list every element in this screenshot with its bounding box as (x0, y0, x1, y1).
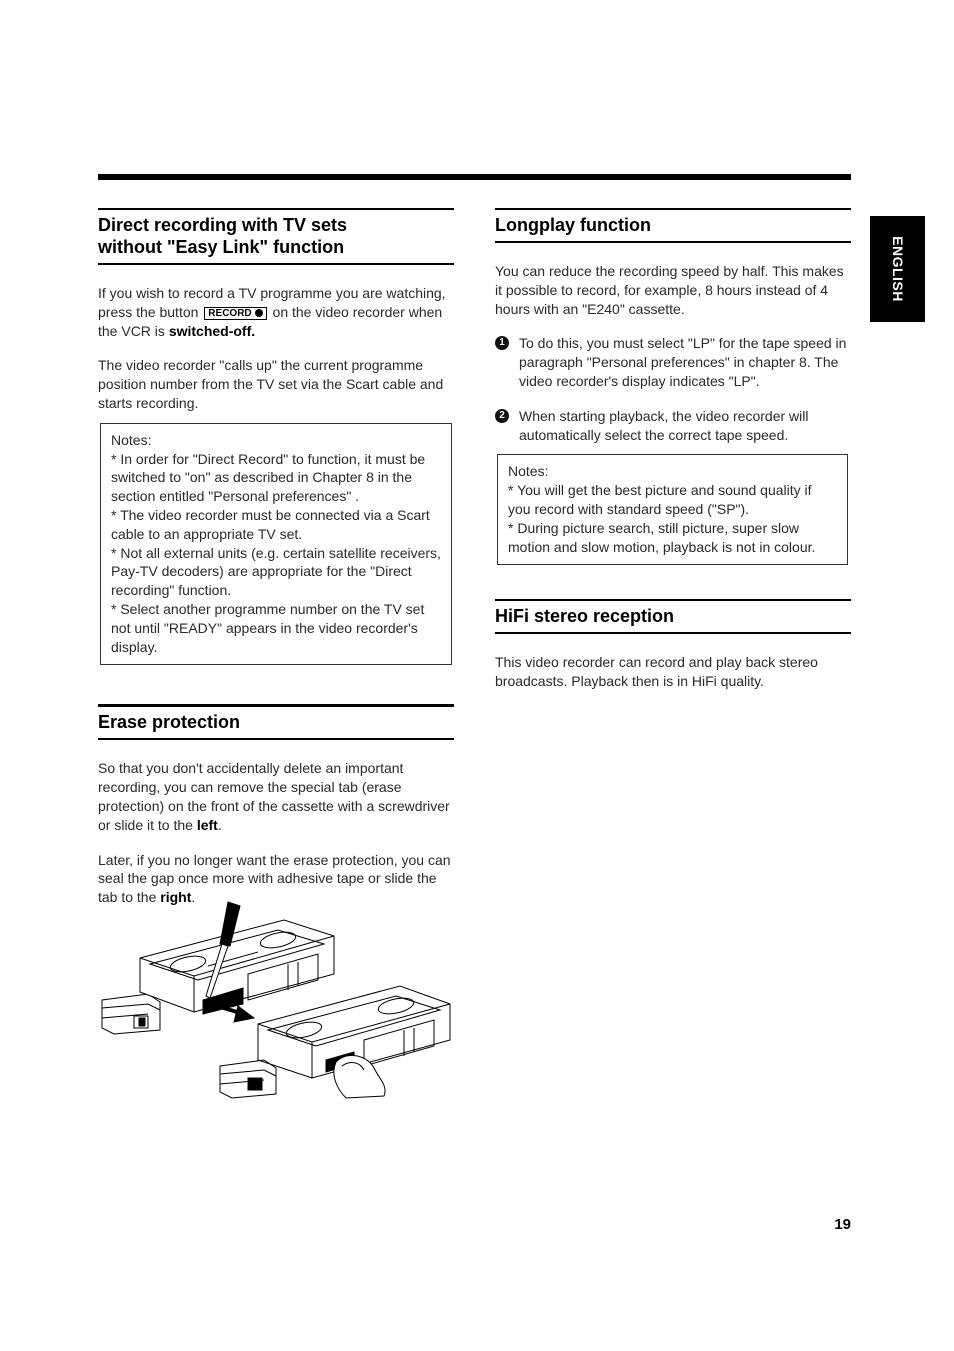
record-button-label: RECORD (208, 307, 252, 319)
erase-tab-detail-bottom (220, 1060, 276, 1098)
longplay-paragraph: You can reduce the recording speed by half. This makes it possible to record, for example, 8 hours instead of 4 hours with an "E240" cassette. (495, 263, 844, 317)
notes-line: Notes: (111, 431, 152, 448)
notes-line: * You will get the best picture and sound quality if you record with standard speed ("SP"). (508, 482, 812, 517)
erase-p2-bold: right (160, 889, 192, 906)
language-tab-label: ENGLISH (889, 236, 906, 302)
direct-paragraph-1 (98, 284, 454, 340)
notes-line: * Select another programme number on the TV set not until "READY" appears in the video recorder's display. (111, 600, 425, 655)
erase-paragraph-2 (98, 851, 454, 907)
p1-bold: switched-off. (168, 322, 256, 339)
notes-line: * Not all external units (e.g. certain satellite receivers, Pay-TV decoders) are appropriate for the "Direct recording" function. (111, 544, 441, 599)
left-column (98, 208, 454, 907)
record-button-glyph (204, 307, 266, 320)
erase-p2-end: . (191, 889, 196, 906)
step-1-text: To do this, you must select "LP" for the tape speed in paragraph "Personal preferences" in chapter 8. The video recorder's display indicates "LP". (519, 335, 847, 389)
record-dot-icon (255, 309, 263, 317)
direct-paragraph-2: The video recorder "calls up" the current programme position number from the TV set via the Scart cable and starts recording. (98, 357, 444, 411)
notes-line: * In order for "Direct Record" to function, it must be switched to "on" as described in Chapter 8 in the section entitled "Personal preferences" . (111, 450, 426, 505)
longplay-heading: Longplay function (495, 208, 851, 243)
erase-tab-detail-left (102, 994, 160, 1034)
hifi-heading: HiFi stereo reception (495, 599, 851, 634)
p1-text: If you wish to record a TV programme you are watching, press the button (98, 285, 446, 320)
erase-paragraph-1 (98, 759, 454, 834)
direct-notes-box (100, 423, 452, 666)
heading-line-2: without "Easy Link" function (98, 237, 345, 257)
erase-p1-text: So that you don't accidentally delete an important recording, you can remove the special tab (erase protection) on the front of the cassette with a screwdriver or slide it to the (98, 760, 450, 833)
direct-recording-heading (98, 208, 454, 265)
language-tab (870, 216, 925, 322)
cassette-1 (140, 920, 334, 1014)
right-column (495, 208, 851, 691)
notes-line: Notes: (508, 463, 549, 480)
hifi-paragraph: This video recorder can record and play back stereo broadcasts. Playback then is in HiFi quality. (495, 654, 818, 690)
longplay-step-2 (495, 407, 851, 445)
erase-p2-text: Later, if you no longer want the erase protection, you can seal the gap once more with adhesive tape or slide the tab to the (98, 851, 451, 906)
heading-line-1: Direct recording with TV sets (98, 215, 348, 235)
step-2-text: When starting playback, the video recorder will automatically select the correct tape speed. (519, 407, 809, 443)
longplay-step-1 (495, 334, 851, 390)
erase-p1-bold: left (196, 816, 218, 833)
erase-protection-heading: Erase protection (98, 704, 454, 740)
step-number-1-icon: 1 (495, 336, 509, 350)
notes-line: * During picture search, still picture, super slow motion and slow motion, playback is not in colour. (508, 519, 816, 555)
longplay-notes-box (497, 454, 848, 565)
step-number-2-icon: 2 (495, 409, 509, 423)
notes-line: * The video recorder must be connected via a Scart cable to an appropriate TV set. (111, 506, 430, 542)
cassette-illustration (98, 900, 454, 1100)
p1-text-after: on the video recorder when the VCR is (98, 303, 443, 339)
erase-p1-end: . (217, 816, 222, 833)
page-number: 19 (834, 1216, 851, 1233)
top-rule (98, 174, 851, 180)
